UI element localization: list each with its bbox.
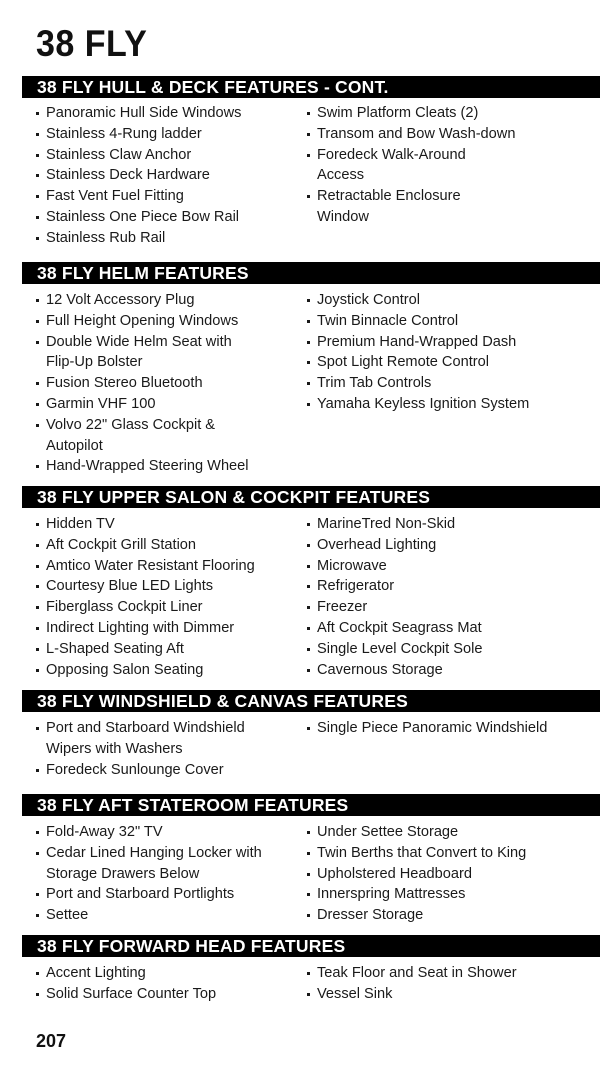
feature-item: Amtico Water Resistant Flooring <box>36 556 306 577</box>
feature-list-left <box>36 290 306 477</box>
feature-item: Hand-Wrapped Steering Wheel <box>36 456 306 477</box>
feature-item: Garmin VHF 100 <box>36 394 306 415</box>
feature-item: Volvo 22" Glass Cockpit & Autopilot <box>36 415 306 457</box>
feature-item: Port and Starboard Portlights <box>36 884 306 905</box>
feature-list-right <box>307 514 577 680</box>
feature-item: Foredeck Sunlounge Cover <box>36 760 306 781</box>
feature-item: L-Shaped Seating Aft <box>36 639 306 660</box>
feature-item: Fusion Stereo Bluetooth <box>36 373 306 394</box>
feature-item: Premium Hand-Wrapped Dash <box>307 332 577 353</box>
feature-item: Stainless Deck Hardware <box>36 165 306 186</box>
feature-item: Freezer <box>307 597 577 618</box>
feature-item: Under Settee Storage <box>307 822 577 843</box>
feature-item: Single Piece Panoramic Windshield <box>307 718 577 739</box>
section-heading-upper-salon-cockpit-features: 38 FLY UPPER SALON & COCKPIT FEATURES <box>22 486 600 508</box>
feature-item: Yamaha Keyless Ignition System <box>307 394 577 415</box>
feature-item: Transom and Bow Wash-down <box>307 124 577 145</box>
feature-item: Dresser Storage <box>307 905 577 926</box>
feature-list-right <box>307 822 577 926</box>
feature-item: Panoramic Hull Side Windows <box>36 103 306 124</box>
feature-item: Microwave <box>307 556 577 577</box>
feature-item: Upholstered Headboard <box>307 864 577 885</box>
feature-item: Fiberglass Cockpit Liner <box>36 597 306 618</box>
page-number: 207 <box>36 1031 67 1051</box>
feature-item: Trim Tab Controls <box>307 373 577 394</box>
feature-item: Hidden TV <box>36 514 306 535</box>
feature-item: Twin Binnacle Control <box>307 311 577 332</box>
feature-item: Swim Platform Cleats (2) <box>307 103 577 124</box>
feature-item: Twin Berths that Convert to King <box>307 843 577 864</box>
feature-list-left <box>36 963 306 1005</box>
feature-list-right <box>307 963 577 1005</box>
feature-item: Fold-Away 32" TV <box>36 822 306 843</box>
feature-item: Solid Surface Counter Top <box>36 984 306 1005</box>
feature-list-left <box>36 514 306 680</box>
feature-item: Aft Cockpit Seagrass Mat <box>307 618 577 639</box>
feature-list-left <box>36 718 306 780</box>
feature-item: Overhead Lighting <box>307 535 577 556</box>
feature-item: Courtesy Blue LED Lights <box>36 576 306 597</box>
feature-item: Double Wide Helm Seat with Flip-Up Bolster <box>36 332 306 374</box>
feature-item: 12 Volt Accessory Plug <box>36 290 306 311</box>
feature-item: Retractable Enclosure Window <box>307 186 577 228</box>
feature-item: Stainless 4-Rung ladder <box>36 124 306 145</box>
feature-item: Vessel Sink <box>307 984 577 1005</box>
feature-item: Stainless One Piece Bow Rail <box>36 207 306 228</box>
feature-item: MarineTred Non-Skid <box>307 514 577 535</box>
feature-list-right <box>307 718 577 739</box>
section-heading-helm-features: 38 FLY HELM FEATURES <box>22 262 600 284</box>
section-heading-aft-stateroom-features: 38 FLY AFT STATEROOM FEATURES <box>22 794 600 816</box>
page-title: 38 FLY <box>36 23 148 64</box>
feature-item: Port and Starboard Windshield Wipers with Washers <box>36 718 306 760</box>
feature-item: Opposing Salon Seating <box>36 660 306 681</box>
feature-list-left <box>36 103 306 249</box>
feature-item: Foredeck Walk-Around Access <box>307 145 577 187</box>
feature-list-right <box>307 290 577 415</box>
feature-item: Indirect Lighting with Dimmer <box>36 618 306 639</box>
feature-item: Aft Cockpit Grill Station <box>36 535 306 556</box>
feature-list-right <box>307 103 577 228</box>
feature-item: Fast Vent Fuel Fitting <box>36 186 306 207</box>
feature-item: Stainless Claw Anchor <box>36 145 306 166</box>
feature-item: Cedar Lined Hanging Locker with Storage Drawers Below <box>36 843 306 885</box>
feature-item: Cavernous Storage <box>307 660 577 681</box>
feature-item: Teak Floor and Seat in Shower <box>307 963 577 984</box>
feature-item: Joystick Control <box>307 290 577 311</box>
feature-item: Refrigerator <box>307 576 577 597</box>
feature-item: Accent Lighting <box>36 963 306 984</box>
feature-list-left <box>36 822 306 926</box>
feature-item: Stainless Rub Rail <box>36 228 306 249</box>
feature-item: Single Level Cockpit Sole <box>307 639 577 660</box>
section-heading-forward-head-features: 38 FLY FORWARD HEAD FEATURES <box>22 935 600 957</box>
feature-item: Full Height Opening Windows <box>36 311 306 332</box>
feature-item: Settee <box>36 905 306 926</box>
section-heading-windshield-canvas-features: 38 FLY WINDSHIELD & CANVAS FEATURES <box>22 690 600 712</box>
feature-item: Innerspring Mattresses <box>307 884 577 905</box>
section-heading-hull-deck-features-cont: 38 FLY HULL & DECK FEATURES - CONT. <box>22 76 600 98</box>
feature-item: Spot Light Remote Control <box>307 352 577 373</box>
